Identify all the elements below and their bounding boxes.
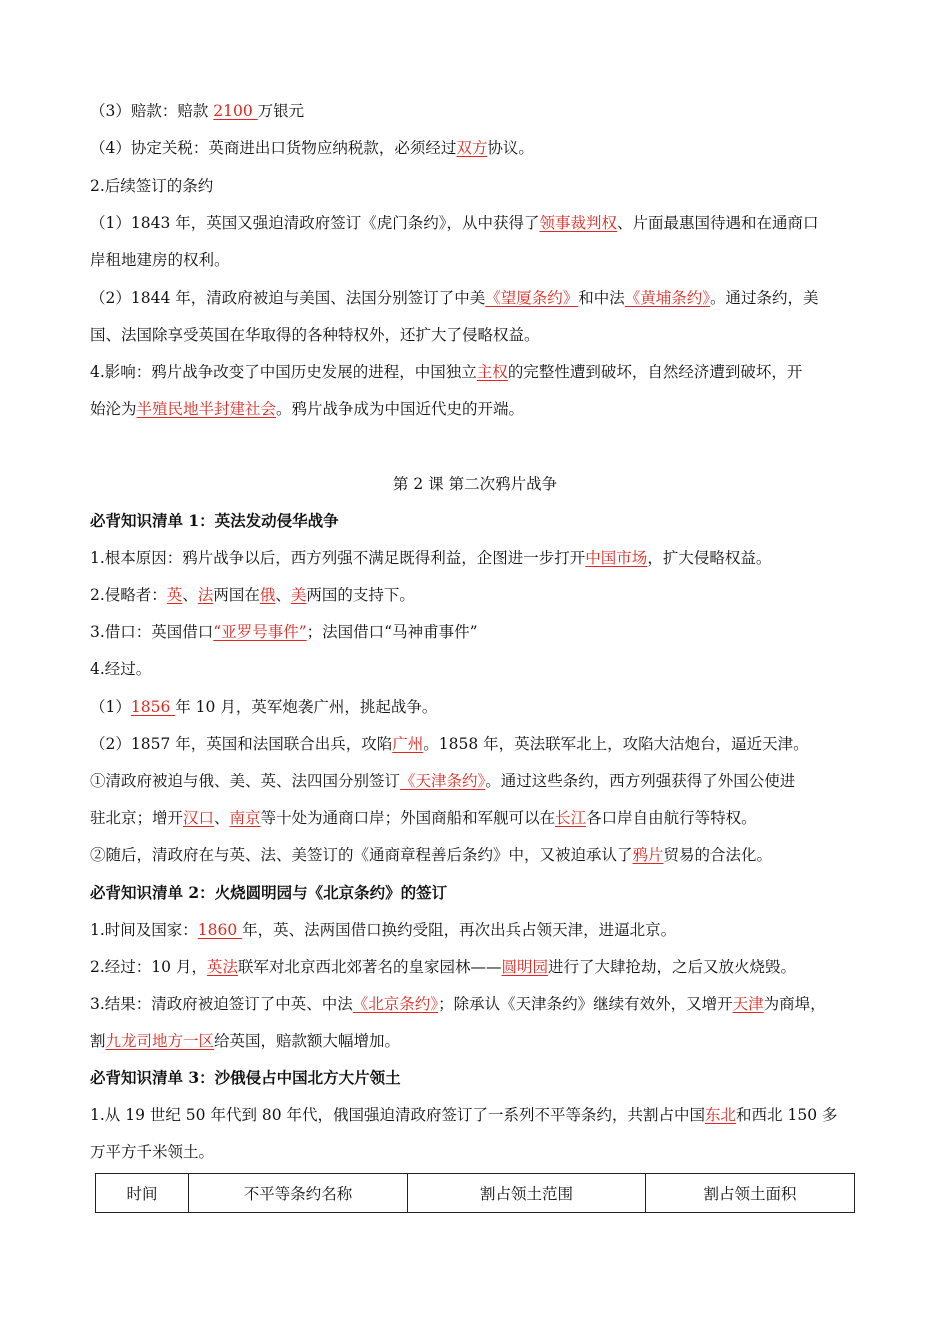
- answer-blank: 主权: [476, 363, 508, 381]
- paragraph-russia: 1.从 19 世纪 50 年代到 80 年代，俄国强迫清政府签订了一系列不平等条约，共割占中国东北和西北 150 多: [90, 1106, 838, 1124]
- paragraph-opium-legal: ②随后，清政府在与英、法、美签订的《通商章程善后条约》中，又被迫承认了鸦片贸易的合法化。: [90, 846, 773, 864]
- answer-blank: 《天津条约》: [400, 772, 486, 790]
- table-header-cell: 不平等条约名称: [189, 1174, 408, 1213]
- paragraph-wangxia-huangpu-cont: 国、法国除享受英国在华取得的各种特权外，还扩大了侵略权益。: [90, 326, 540, 344]
- section-heading-1: 必背知识清单 1：英法发动侵华战争: [90, 511, 339, 530]
- answer-blank: “亚罗号事件”: [213, 623, 307, 641]
- paragraph-root-cause: 1.根本原因：鸦片战争以后，西方列强不满足既得利益，企图进一步打开中国市场，扩大侵略权益。: [90, 549, 772, 567]
- paragraph-kowloon: 割九龙司地方一区给英国，赔款额大幅增加。: [90, 1032, 401, 1050]
- paragraph-humen-treaty-cont: 岸租地建房的权利。: [90, 251, 230, 269]
- paragraph-1857: （2）1857 年，英国和法国联合出兵，攻陷广州。1858 年，英法联军北上，攻陷大沽炮台，逼近天津。: [90, 735, 809, 753]
- answer-blank: 广州: [392, 735, 424, 753]
- paragraph-russia-cont: 万平方千米领土。: [90, 1143, 215, 1161]
- subheading-later-treaties: 2.后续签订的条约: [90, 177, 214, 195]
- table-header-cell: 割占领土范围: [408, 1174, 646, 1213]
- answer-blank: 1860: [197, 921, 243, 939]
- answer-blank: 法: [197, 586, 214, 604]
- table-header-row: [96, 1174, 855, 1213]
- answer-blank: 《望厦条约》: [485, 289, 579, 307]
- paragraph-time-countries: 1.时间及国家：1860 年，英、法两国借口换约受阻，再次出兵占领天津，进逼北京。: [90, 921, 677, 939]
- paragraph-impact-cont: 始沦为半殖民地半封建社会。鸦片战争成为中国近代史的开端。: [90, 400, 525, 418]
- table-header-cell: 时间: [96, 1174, 189, 1213]
- table-header-cell: 割占领土面积: [646, 1174, 855, 1213]
- answer-blank: 1856: [130, 698, 176, 716]
- answer-blank: 天津: [732, 995, 764, 1013]
- section-heading-2: 必背知识清单 2：火烧圆明园与《北京条约》的签订: [90, 883, 448, 902]
- answer-blank: 领事裁判权: [539, 214, 618, 232]
- paragraph-beijing-treaty: 3.结果：清政府被迫签订了中英、中法《北京条约》；除承认《天津条约》继续有效外，又增开天津为商埠，: [90, 995, 826, 1013]
- answer-blank: 《北京条约》: [352, 995, 439, 1013]
- answer-blank: 双方: [456, 139, 488, 157]
- answer-blank: 圆明园: [501, 958, 548, 976]
- answer-blank: 2100: [213, 102, 258, 120]
- lesson-title: 第 2 课 第二次鸦片战争: [392, 475, 558, 493]
- answer-blank: 《黄埔条约》: [624, 289, 711, 307]
- treaty-table: [95, 1173, 855, 1213]
- answer-blank: 南京: [229, 809, 261, 827]
- section-heading-3: 必背知识清单 3：沙俄侵占中国北方大片领土: [90, 1068, 401, 1087]
- paragraph-aggressors: 2.侵略者：英、法两国在俄、美两国的支持下。: [90, 586, 415, 604]
- answer-blank: 美: [290, 586, 307, 604]
- answer-blank: 中国市场: [585, 549, 648, 567]
- answer-blank: 英法: [206, 958, 238, 976]
- paragraph-indemnity: （3）赔款：赔款 2100 万银元: [90, 102, 305, 120]
- subheading-process: 4.经过。: [90, 660, 152, 678]
- answer-blank: 汉口: [183, 809, 215, 827]
- paragraph-pretext: 3.借口：英国借口“亚罗号事件”；法国借口“马神甫事件”: [90, 623, 478, 641]
- paragraph-tariff: （4）协定关税：英商进出口货物应纳税款，必须经过双方协议。: [90, 139, 534, 157]
- answer-blank: 半殖民地半封建社会: [136, 400, 277, 418]
- answer-blank: 九龙司地方一区: [105, 1032, 215, 1050]
- paragraph-tianjin-treaty: ①清政府被迫与俄、美、英、法四国分别签订《天津条约》。通过这些条约，西方列强获得了外国公使进: [90, 772, 796, 790]
- paragraph-1856: （1）1856 年 10 月，英军炮袭广州，挑起战争。: [90, 698, 438, 716]
- answer-blank: 鸦片: [632, 846, 664, 864]
- paragraph-humen-treaty: （1）1843 年，英国又强迫清政府签订《虎门条约》，从中获得了领事裁判权、片面最惠国待遇和在通商口: [90, 214, 819, 232]
- paragraph-impact: 4.影响：鸦片战争改变了中国历史发展的进程，中国独立主权的完整性遭到破坏，自然经济遭到破坏，开: [90, 363, 803, 381]
- answer-blank: 英: [166, 586, 183, 604]
- answer-blank: 长江: [555, 809, 587, 827]
- paragraph-wangxia-huangpu: （2）1844 年，清政府被迫与美国、法国分别签订了中美《望厦条约》和中法《黄埔条约》。通过条约，美: [90, 289, 819, 307]
- answer-blank: 俄: [259, 586, 276, 604]
- answer-blank: 东北: [705, 1106, 737, 1124]
- paragraph-tianjin-treaty-cont: 驻北京；增开汉口、南京等十处为通商口岸；外国商船和军舰可以在长江各口岸自由航行等特权。: [90, 809, 757, 827]
- paragraph-yuanmingyuan: 2.经过：10 月，英法联军对北京西北郊著名的皇家园林——圆明园进行了大肆抢劫，之后又放火烧毁。: [90, 958, 797, 976]
